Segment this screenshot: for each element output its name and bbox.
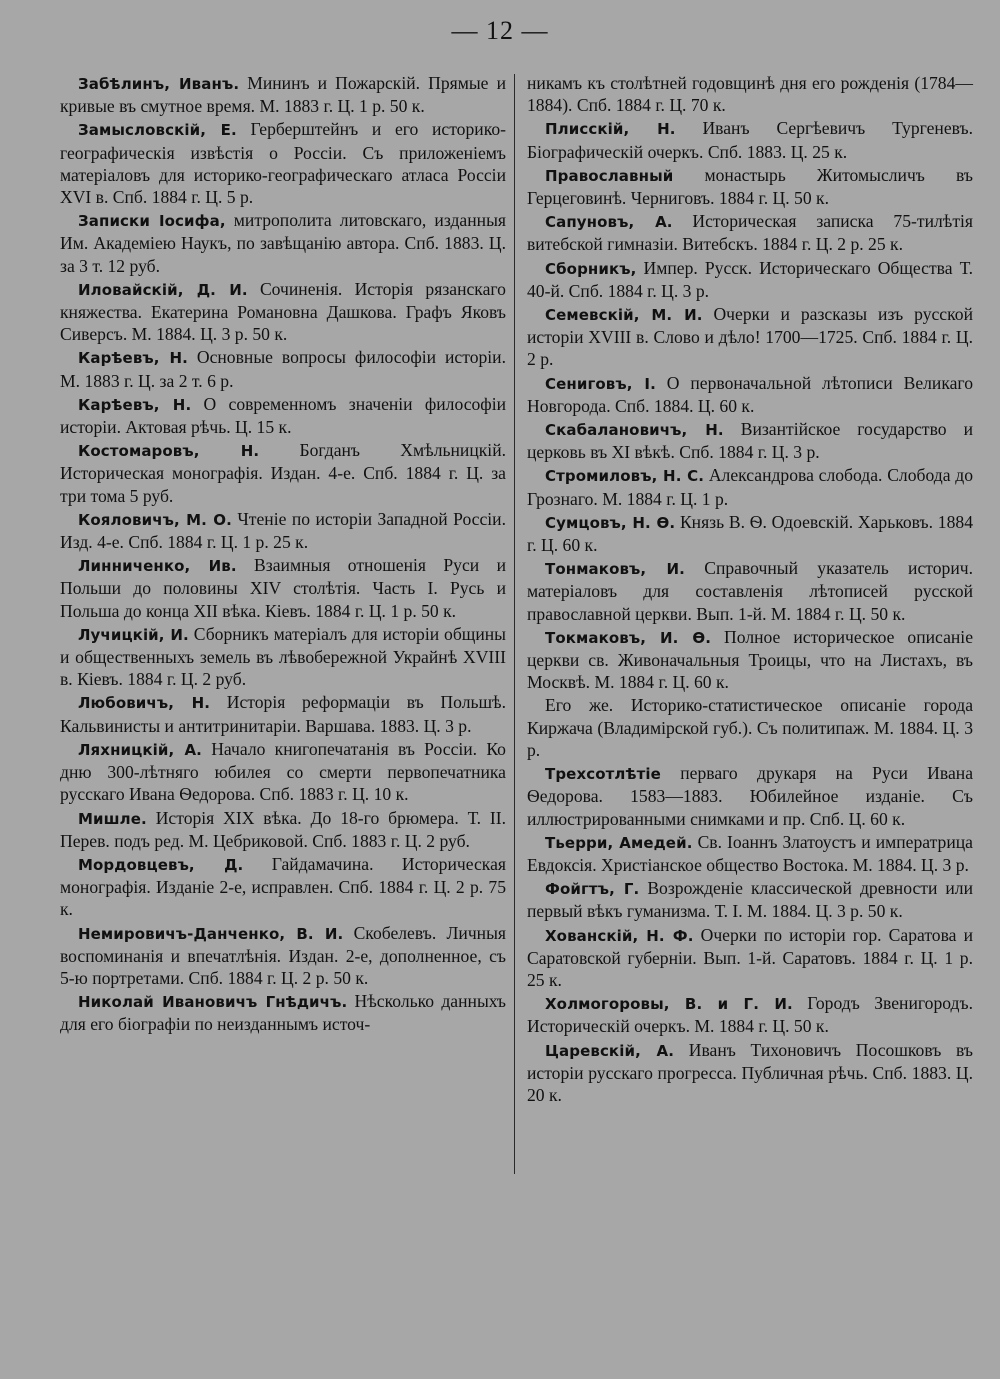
entry-text: О современномъ значеніи философіи исторіи. Актовая рѣчь. Ц. 15 к. xyxy=(60,393,507,438)
bibliography-entry xyxy=(60,990,506,1035)
entry-author: Любовичъ, Н. xyxy=(78,694,211,713)
entry-text: Исторія XIX вѣка. До 18-го брюмера. Т. II. Перев. подъ ред. М. Цебриковой. Спб. 1883 г. Ц. 2 руб. xyxy=(60,807,506,851)
entry-text: Взаимныя отношенія Руси и Польши до половины XIV столѣтія. Часть I. Русь и Польша до конца XII вѣка. Кіевъ. 1884 г. Ц. 1 р. 50 к. xyxy=(60,555,506,621)
entry-text: Герберштейнъ и его историко-географическія извѣстія о Россіи. Съ приложеніемъ матеріаловъ для историко-географическаго атласа Россіи XVI в. Спб. 1884 г. Ц. 5 р. xyxy=(60,119,507,208)
entry-text: Импер. Русск. Историческаго Общества Т. 40-й. Спб. 1884 г. Ц. 3 р. xyxy=(527,257,973,301)
bibliography-entry xyxy=(60,922,506,990)
entry-text: Историческая записка 75-тилѣтія витебской гимназіи. Витебскъ. 1884 г. Ц. 2 р. 25 к. xyxy=(527,211,973,255)
page-number: — 12 — xyxy=(451,16,549,45)
entry-text: Его же. Историко-статистическое описаніе города Киржача (Владимірской губ.). Съ политипаж. М. 1884. Ц. 3 р. xyxy=(527,695,973,760)
entry-author: Сборникъ, xyxy=(545,259,637,278)
entry-author: Царевскій, А. xyxy=(545,1041,675,1060)
bibliography-entry xyxy=(527,694,973,761)
bibliography-entry xyxy=(60,508,506,553)
bibliography-entry xyxy=(527,257,973,302)
entry-text: монастырь Житомысличъ въ Герцеговинѣ. Черниговъ. 1884 г. Ц. 50 к. xyxy=(527,164,974,209)
bibliography-entry xyxy=(527,303,973,371)
entry-text: Возрожденіе классической древности или первый вѣкъ гуманизма. Т. I. М. 1884. Ц. 3 р. 50 к. xyxy=(527,878,973,922)
entry-text: Византійское государство и церковь въ XI вѣкѣ. Спб. 1884 г. Ц. 3 р. xyxy=(527,419,973,463)
bibliography-entry xyxy=(527,164,973,209)
entry-text: Александрова слобода. Слобода до Грознаго. М. 1884 г. Ц. 1 р. xyxy=(527,465,973,509)
entry-text: Сочиненія. Исторія рязанскаго княжества. Екатерина Романовна Дашкова. Графъ Яковъ Сиверсъ. М. 1884. Ц. 3 р. 50 к. xyxy=(60,278,506,345)
bibliography-entry xyxy=(60,623,506,691)
entry-author: Ляхницкій, А. xyxy=(78,740,202,759)
column-divider xyxy=(514,74,515,1174)
entry-author: Плисскій, Н. xyxy=(545,120,676,139)
entry-author: Токмаковъ, И. Ѳ. xyxy=(545,628,712,647)
entry-text: Очерки по исторіи гор. Саратова и Саратовской губерніи. Вып. 1-й. Саратовъ. 1884 г. Ц. 1 р. 25 к. xyxy=(527,924,973,990)
entry-text: Чтеніе по исторіи Западной Россіи. Изд. 4-е. Спб. 1884 г. Ц. 1 р. 25 к. xyxy=(60,508,506,553)
entry-author: Хованскій, Н. Ф. xyxy=(545,926,694,945)
entry-author: Стромиловъ, Н. С. xyxy=(545,467,705,486)
entry-text: Князь В. Ѳ. Одоевскій. Харьковъ. 1884 г. Ц. 60 к. xyxy=(527,511,973,556)
bibliography-entry xyxy=(527,511,973,556)
entry-text: Справочный указатель историч. матеріаловъ для составленія лѣтописей русской православной церкви. Вып. 1-й. М. 1884 г. Ц. 50 к. xyxy=(527,558,973,624)
bibliography-entry xyxy=(527,117,973,162)
entry-author: Фойгтъ, Г. xyxy=(545,880,640,899)
bibliography-entry xyxy=(60,393,506,438)
bibliography-entry xyxy=(527,831,973,876)
entry-text: Св. Іоаннъ Златоустъ и императрица Евдоксія. Христіанское общество Востока. М. 1884. Ц. 3 р. xyxy=(527,831,973,875)
entry-text: Богданъ Хмѣльницкій. Историческая монографія. Издан. 4-е. Спб. 1884 г. Ц. за три тома 5 руб. xyxy=(60,440,507,506)
bibliography-entry xyxy=(60,278,506,346)
entry-author: Тонмаковъ, И. xyxy=(545,560,685,579)
bibliography-entry xyxy=(60,691,506,736)
bibliography-entry xyxy=(60,72,506,117)
bibliography-entry xyxy=(527,418,973,463)
entry-author: Мордовцевъ, Д. xyxy=(78,855,244,874)
entry-author: Православный xyxy=(545,166,674,185)
bibliography-entry xyxy=(527,557,973,625)
bibliography-entry xyxy=(60,439,506,507)
entry-author: Кояловичъ, М. О. xyxy=(78,510,232,529)
right-column xyxy=(527,72,973,1107)
entry-author: Немировичъ-Данченко, В. И. xyxy=(78,924,344,943)
bibliography-entry xyxy=(60,738,506,806)
bibliography-entry xyxy=(60,118,506,208)
entry-author: Сениговъ, І. xyxy=(545,374,656,393)
entry-author: Сапуновъ, А. xyxy=(545,213,673,232)
entry-text: Полное историческое описаніе церкви св. Живоначальныя Троицы, что на Листахъ, въ Москвѣ. М. 1884 г. Ц. 60 к. xyxy=(527,626,973,693)
entry-author: Замысловскій, Е. xyxy=(78,121,237,140)
entry-text: Иванъ Тихоновичъ Посошковъ въ исторіи русскаго прогресса. Публичная рѣчь. Спб. 1883. Ц. 20 к. xyxy=(527,1039,973,1105)
entry-author: Забѣлинъ, Иванъ. xyxy=(78,75,240,93)
entry-author: Николай Ивановичъ Гнѣдичъ. xyxy=(78,993,348,1012)
entry-text: никамъ къ столѣтней годовщинѣ дня его рожденія (1784—1884). Спб. 1884 г. Ц. 70 к. xyxy=(527,73,973,116)
entry-text: Основные вопросы философіи исторіи. М. 1883 г. Ц. за 2 т. 6 р. xyxy=(60,347,506,391)
entry-text: Городъ Звенигородъ. Историческій очеркъ. М. 1884 г. Ц. 50 к. xyxy=(527,993,973,1037)
entry-author: Линниченко, Ив. xyxy=(78,557,237,576)
bibliography-entry xyxy=(60,209,506,277)
entry-text: Исторія реформаціи въ Польшѣ. Кальвинисты и антитринитаріи. Варшава. 1883. Ц. 3 р. xyxy=(60,692,507,736)
bibliography-entry xyxy=(527,877,973,922)
bibliography-entry xyxy=(527,626,973,694)
bibliography-entry xyxy=(60,853,506,921)
entry-author: Карѣевъ, Н. xyxy=(78,349,188,368)
entry-text: О первоначальной лѣтописи Великаго Новгорода. Спб. 1884. Ц. 60 к. xyxy=(527,372,973,416)
entry-author: Лучицкій, И. xyxy=(78,625,189,644)
entry-text: Нѣсколько данныхъ для его біографіи по неизданнымъ источ- xyxy=(60,991,506,1035)
bibliography-entry xyxy=(527,372,973,417)
entry-text: Сборникъ матеріалъ для исторіи общины и общественныхъ земель въ лѣвобережной Украйнѣ XVIII в. Кіевъ. 1884 г. Ц. 2 руб. xyxy=(60,623,506,690)
bibliography-entry xyxy=(60,807,506,852)
entry-author: Мишле. xyxy=(78,809,147,828)
entry-author: Иловайскій, Д. И. xyxy=(78,280,248,299)
entry-author: Холмогоровы, В. и Г. И. xyxy=(545,995,793,1014)
bibliography-entry xyxy=(60,554,506,622)
entry-text: митрополита литовскаго, изданныя Им. Академіею Наукъ, по завѣщанію автора. Спб. 1883. Ц. за 3 т. 12 руб. xyxy=(60,210,506,276)
bibliography-entry xyxy=(60,346,506,391)
left-column xyxy=(60,72,506,1037)
entry-text: Иванъ Сергѣевичъ Тургеневъ. Біографическій очеркъ. Спб. 1883. Ц. 25 к. xyxy=(527,118,973,162)
entry-author: Карѣевъ, Н. xyxy=(78,395,192,414)
entry-author: Семевскій, М. И. xyxy=(545,306,703,325)
bibliography-entry xyxy=(527,210,973,255)
bibliography-entry xyxy=(527,72,973,116)
bibliography-entry xyxy=(527,464,973,509)
entry-author: Скабалановичъ, Н. xyxy=(545,421,724,440)
entry-author: Сумцовъ, Н. Ѳ. xyxy=(545,513,676,532)
entry-text: Начало книгопечатанія въ Россіи. Ко дню 300-лѣтняго юбилея со смерти первопечатника русскаго Ивана Ѳедорова. Спб. 1883 г. Ц. 10 к. xyxy=(60,738,506,805)
entry-text: Гайдамачина. Историческая монографія. Изданіе 2-е, исправлен. Спб. 1884 г. Ц. 2 р. 75 к. xyxy=(60,853,506,920)
bibliography-entry xyxy=(527,992,973,1037)
bibliography-entry xyxy=(527,924,973,992)
entry-text: Очерки и разсказы изъ русской исторіи XVIII в. Слово и дѣло! 1700—1725. Спб. 1884 г. Ц. 2 р. xyxy=(527,304,973,370)
bibliography-entry xyxy=(527,762,973,830)
entry-author: Записки Іосифа, xyxy=(78,212,226,231)
entry-text: Скобелевъ. Личныя воспоминанія и впечатлѣнія. Издан. 2-е, дополненное, съ 5-ю портретами. Спб. 1884 г. Ц. 2 р. 50 к. xyxy=(60,922,506,988)
entry-author: Трехсотлѣтіе xyxy=(545,765,661,784)
entry-author: Тьерри, Амедей. xyxy=(545,833,693,852)
entry-text: перваго друкаря на Руси Ивана Ѳедорова. 1583—1883. Юбилейное изданіе. Съ иллюстрированными снимками и пр. Спб. Ц. 60 к. xyxy=(527,763,973,829)
entry-author: Костомаровъ, Н. xyxy=(78,442,260,461)
bibliography-entry xyxy=(527,1039,973,1107)
entry-text: Мининъ и Пожарскій. Прямые и кривые въ смутное время. М. 1883 г. Ц. 1 р. 50 к. xyxy=(60,73,506,117)
